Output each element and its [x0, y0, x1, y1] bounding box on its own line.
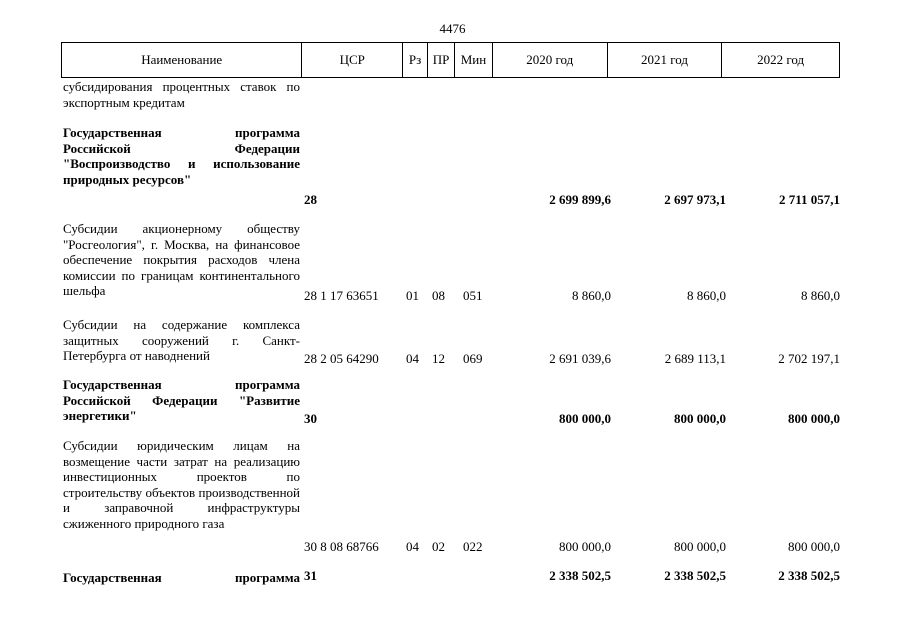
- row-csr: 28: [304, 192, 317, 208]
- page-number: 4476: [439, 21, 466, 36]
- table-header: [61, 42, 840, 78]
- row-value-2021: 2 338 502,5: [664, 568, 726, 584]
- row-value-2021: 8 860,0: [687, 288, 726, 304]
- row-csr: 31: [304, 568, 317, 584]
- row-min: 022: [463, 539, 483, 555]
- row-rz: 04: [406, 351, 419, 367]
- row-value-2022: 2 338 502,5: [778, 568, 840, 584]
- row-rz: 04: [406, 539, 419, 555]
- header-2021: 2021 год: [608, 43, 723, 77]
- row-value-2022: 800 000,0: [788, 539, 840, 555]
- row-csr: 28 2 05 64290: [304, 351, 379, 367]
- row-name: Государственная программа: [63, 570, 300, 585]
- row-name: Субсидии акционерному обществу "Росгеология", г. Москва, на финансовое обеспечение покрытия расходов члена комиссии по границам континентального шельфа: [63, 221, 300, 299]
- table-row: [61, 221, 840, 304]
- header-min: Мин: [455, 43, 493, 77]
- row-value-2021: 800 000,0: [674, 539, 726, 555]
- row-value-2021: 2 689 113,1: [664, 351, 726, 367]
- row-rz: 01: [406, 288, 419, 304]
- row-name: Субсидии юридическим лицам на возмещение части затрат на реализацию инвестиционных проектов по строительству объектов производственной и заправочной инфраструктуры сжиженного природного газа: [63, 438, 300, 531]
- row-pr: 12: [432, 351, 445, 367]
- header-pr: ПР: [428, 43, 455, 77]
- header-rz: Рз: [403, 43, 428, 77]
- row-value-2022: 2 702 197,1: [778, 351, 840, 367]
- header-name: Наименование: [62, 43, 302, 77]
- table-row: [61, 438, 840, 555]
- row-min: 051: [463, 288, 483, 304]
- row-value-2020: 800 000,0: [559, 539, 611, 555]
- row-value-2022: 800 000,0: [788, 411, 840, 427]
- row-value-2020: 2 699 899,6: [549, 192, 611, 208]
- table-row: [61, 125, 840, 208]
- table-row: [61, 79, 840, 112]
- row-name: Государственная программа Российской Федерации "Воспроизводство и использование природных ресурсов": [63, 125, 300, 187]
- header-2022: 2022 год: [757, 52, 805, 67]
- header-csr: ЦСР: [302, 43, 403, 77]
- row-value-2020: 8 860,0: [572, 288, 611, 304]
- row-csr: 30 8 08 68766: [304, 539, 379, 555]
- row-value-2020: 800 000,0: [559, 411, 611, 427]
- row-name: Государственная программа Российской Федерации "Развитие энергетики": [63, 377, 300, 424]
- table-row: [61, 568, 840, 584]
- row-pr: 08: [432, 288, 445, 304]
- row-value-2021: 800 000,0: [674, 411, 726, 427]
- row-name: субсидирования процентных ставок по экспортным кредитам: [63, 79, 300, 110]
- row-value-2022: 2 711 057,1: [778, 192, 840, 208]
- table-row: [61, 377, 840, 427]
- row-name: Субсидии на содержание комплекса защитных сооружений г. Санкт-Петербурга от наводнений: [63, 317, 300, 364]
- row-min: 069: [463, 351, 483, 367]
- row-value-2020: 2 691 039,6: [549, 351, 611, 367]
- row-value-2021: 2 697 973,1: [664, 192, 726, 208]
- row-value-2020: 2 338 502,5: [549, 568, 611, 584]
- row-csr: 28 1 17 63651: [304, 288, 379, 304]
- table-row: [61, 317, 840, 367]
- row-value-2022: 8 860,0: [801, 288, 840, 304]
- header-2020: 2020 год: [493, 43, 608, 77]
- row-pr: 02: [432, 539, 445, 555]
- row-csr: 30: [304, 411, 317, 427]
